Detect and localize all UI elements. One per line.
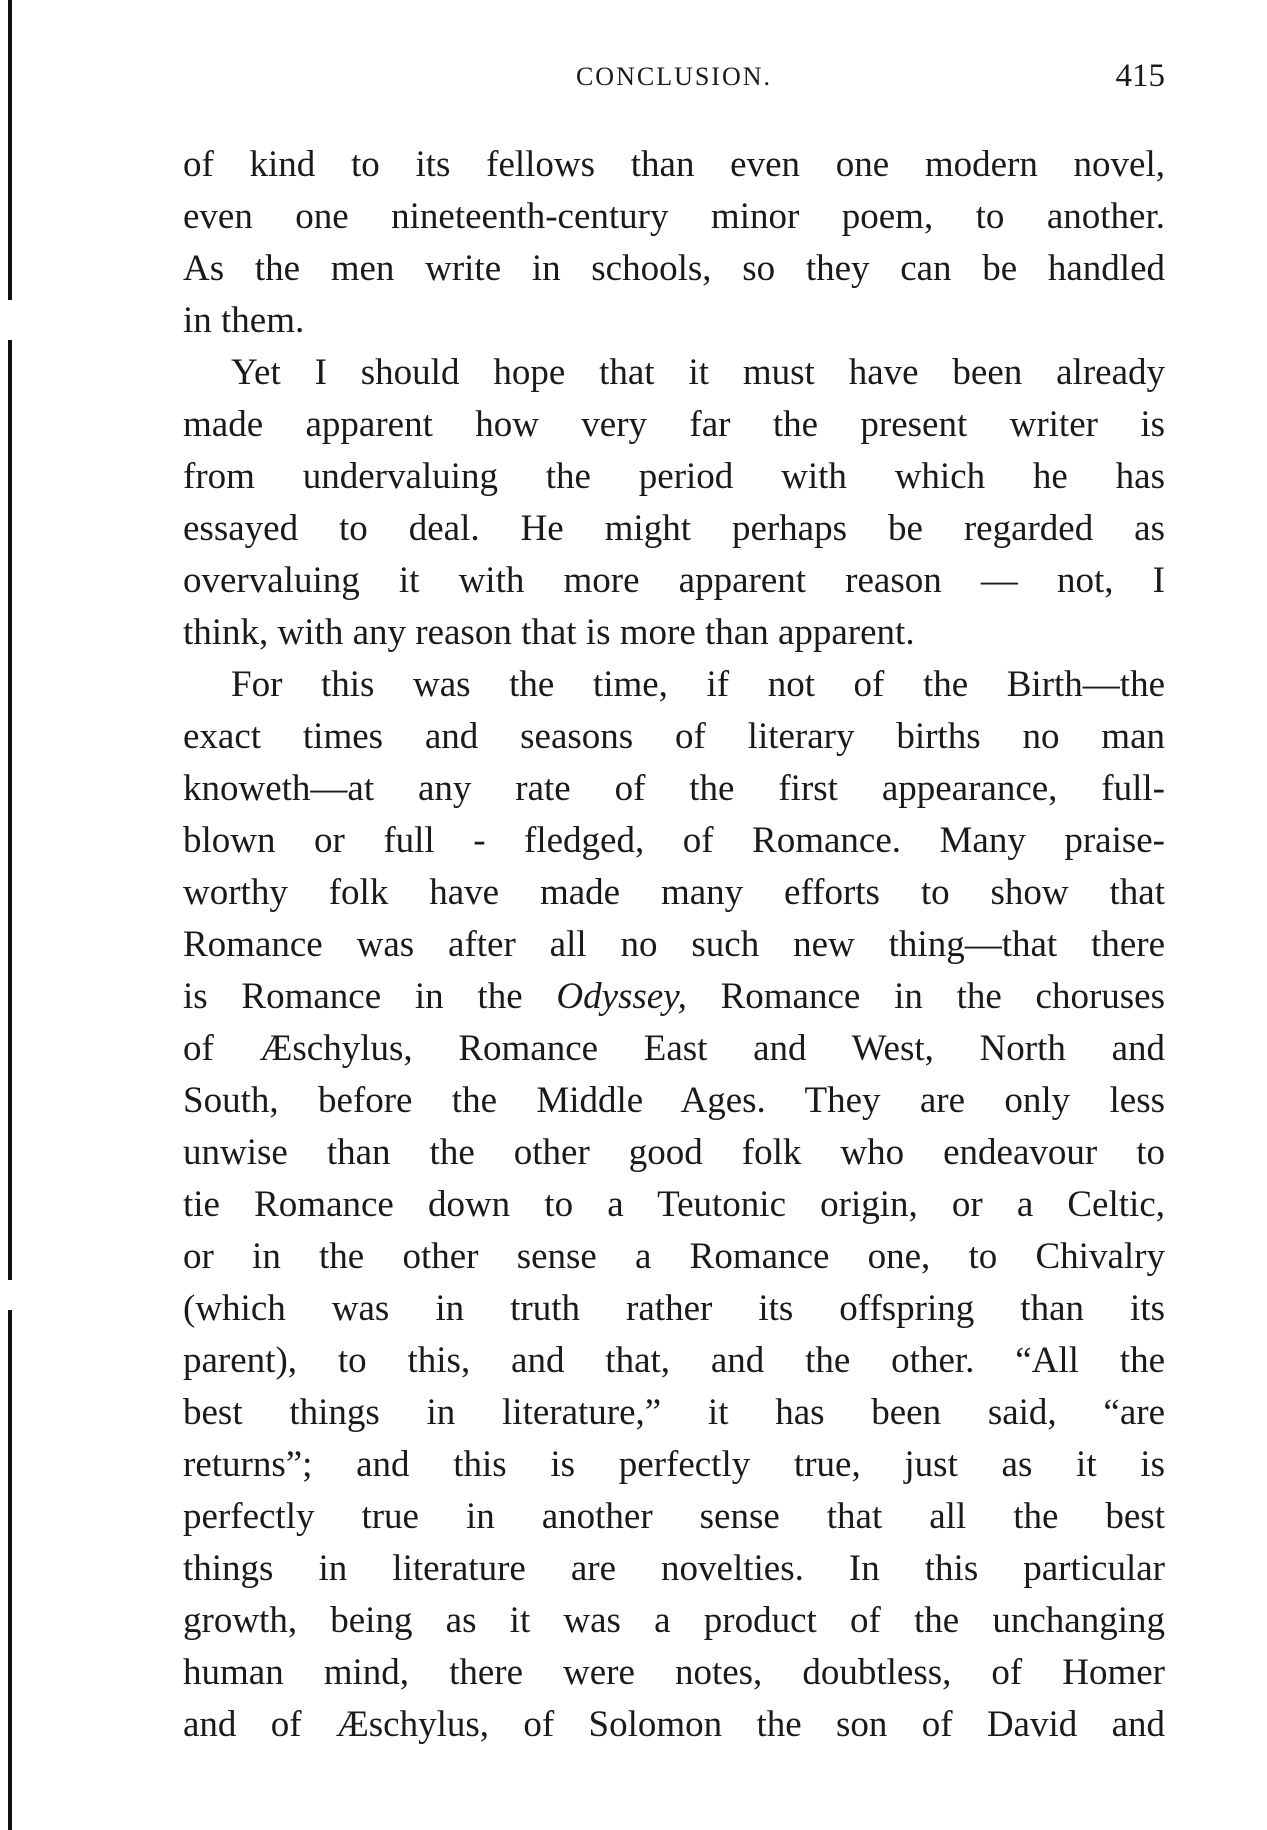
text-line: think, with any reason that is more than apparent. bbox=[183, 612, 915, 653]
text-line: (which was in truth rather its offspring than its bbox=[183, 1288, 1165, 1329]
work-title: Odyssey, bbox=[556, 976, 687, 1017]
text-line: and of Æschylus, of Solomon the son of David and bbox=[183, 1704, 1165, 1745]
text-line: knoweth—at any rate of the first appearance, full- bbox=[183, 768, 1165, 809]
text-line: of Æschylus, Romance East and West, North and bbox=[183, 1028, 1165, 1069]
text-line-with-title bbox=[183, 971, 1165, 1023]
text-line: essayed to deal. He might perhaps be regarded as bbox=[183, 508, 1165, 549]
text-line: best things in literature,” it has been said, “are bbox=[183, 1392, 1165, 1433]
text-line: in them. bbox=[183, 300, 305, 341]
page-body bbox=[183, 139, 1165, 1751]
text-line: from undervaluing the period with which he has bbox=[183, 456, 1165, 497]
text-line: human mind, there were notes, doubtless, of Homer bbox=[183, 1652, 1165, 1693]
page-number: 415 bbox=[1115, 58, 1165, 94]
text-line: South, before the Middle Ages. They are only less bbox=[183, 1080, 1165, 1121]
text-line: of kind to its fellows than even one modern novel, bbox=[183, 144, 1165, 185]
paragraph-start-line: Yet I should hope that it must have been already bbox=[231, 352, 1165, 393]
text-line: exact times and seasons of literary births no man bbox=[183, 716, 1165, 757]
text-segment: is Romance in the bbox=[183, 976, 557, 1017]
text-line: or in the other sense a Romance one, to Chivalry bbox=[183, 1236, 1165, 1277]
text-line: returns”; and this is perfectly true, just as it is bbox=[183, 1444, 1165, 1485]
text-line: worthy folk have made many efforts to show that bbox=[183, 872, 1165, 913]
text-line: made apparent how very far the present writer is bbox=[183, 404, 1165, 445]
binding-gap bbox=[6, 300, 14, 340]
text-line: As the men write in schools, so they can be handled bbox=[183, 248, 1165, 289]
running-head: CONCLUSION. bbox=[575, 62, 773, 91]
page-header bbox=[183, 58, 1165, 102]
text-line: Romance was after all no such new thing—that there bbox=[183, 924, 1165, 965]
text-line: blown or full - fledged, of Romance. Many praise- bbox=[183, 820, 1165, 861]
text-line: tie Romance down to a Teutonic origin, or a Celtic, bbox=[183, 1184, 1165, 1225]
text-line: perfectly true in another sense that all the best bbox=[183, 1496, 1165, 1537]
paragraph-start-line: For this was the time, if not of the Birth—the bbox=[231, 664, 1165, 705]
text-line: even one nineteenth-century minor poem, to another. bbox=[183, 196, 1165, 237]
binding-edge bbox=[8, 0, 12, 1830]
text-line: parent), to this, and that, and the other. “All the bbox=[183, 1340, 1165, 1381]
text-line: growth, being as it was a product of the unchanging bbox=[183, 1600, 1165, 1641]
text-line: unwise than the other good folk who endeavour to bbox=[183, 1132, 1165, 1173]
text-line: overvaluing it with more apparent reason — not, I bbox=[183, 560, 1165, 601]
binding-gap bbox=[6, 1280, 14, 1310]
text-line: things in literature are novelties. In this particular bbox=[183, 1548, 1165, 1589]
text-segment: Romance in the choruses bbox=[686, 976, 1165, 1017]
